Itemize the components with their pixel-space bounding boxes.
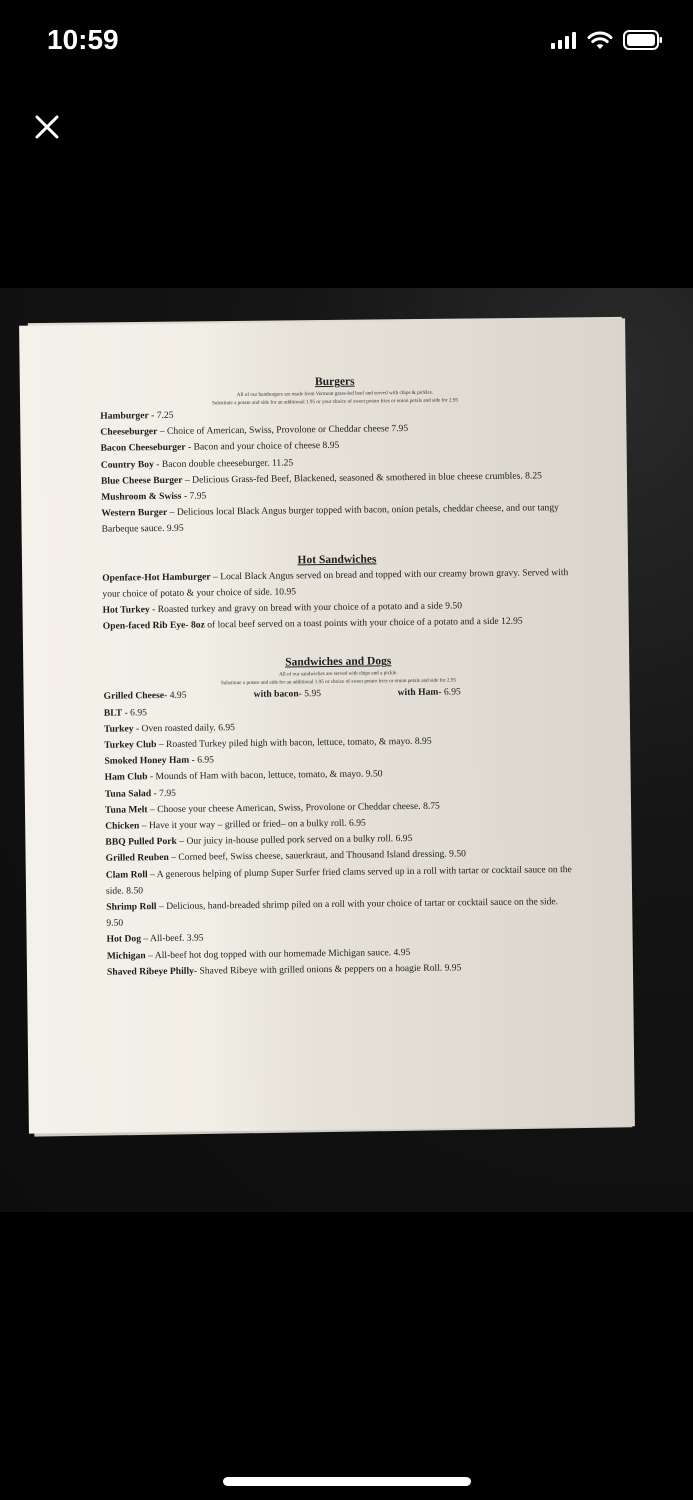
item-name: Clam Roll: [105, 868, 148, 881]
close-icon: [30, 110, 64, 144]
item-text: – Roasted Turkey piled high with bacon, lettuce, tomato, & mayo. 8.95: [156, 735, 432, 751]
item-text: - Mounds of Ham with bacon, lettuce, tomato, & mayo. 9.50: [147, 768, 383, 783]
item-text: – Delicious local Black Angus burger topped with bacon, onion petals, cheddar cheese, and our tangy Barbeque sauce. 9.95: [101, 502, 559, 536]
item-name: Tuna Melt: [104, 804, 148, 816]
burgers-note-2: Substitute a potato and side for an additional 1.95 or your choice of sweet potato fries or onion petals and side for 2.95: [211, 397, 459, 407]
item-text: – Our juicy in-house pulled pork served on a bulky roll. 6.95: [176, 833, 413, 848]
item-text: - 7.95: [181, 490, 207, 502]
item-name: Chicken: [105, 820, 140, 832]
item-name: Blue Cheese Burger: [100, 474, 183, 487]
wifi-icon: [587, 31, 613, 50]
item-text: of local beef served on a toast points with your choice of a potato and a side 12.95: [204, 615, 523, 631]
item-text: – Choose your cheese American, Swiss, Provolone or Cheddar cheese. 8.75: [147, 800, 440, 816]
item-text: - 7.25: [148, 409, 174, 422]
item-name: BBQ Pulled Pork: [105, 836, 177, 848]
grilled-cheese: [104, 687, 254, 705]
item-name: Bacon Cheeseburger: [100, 442, 186, 455]
item-name: Hamburger: [100, 410, 149, 422]
status-icons: [551, 30, 663, 50]
item-name: Grilled Cheese: [103, 690, 165, 703]
item-name: Hot Dog: [106, 933, 142, 946]
menu-content: [100, 371, 577, 981]
item-name: Cheeseburger: [100, 426, 158, 438]
item-name: Shaved Ribeye Philly: [106, 965, 194, 978]
cellular-signal-icon: [551, 31, 577, 49]
menu-page: [19, 318, 635, 1133]
sandwiches-title: Sandwiches and Dogs: [285, 655, 392, 669]
item-text: – Have it your way – grilled or fried– on a bulky roll. 6.95: [139, 817, 366, 832]
item-name: Country Boy: [100, 458, 154, 471]
item-text: - Shaved Ribeye with grilled onions & peppers on a hoagie Roll. 9.95: [193, 962, 462, 977]
sandwiches-note-2: Substitute a potato and side for an additional 1.95 or choice of sweet potato fries or onion petals and side for 2.95: [220, 677, 457, 687]
item-name: Western Burger: [101, 507, 168, 519]
item-text: - 7.95: [151, 787, 176, 799]
status-time: 10:59: [47, 24, 119, 55]
close-button[interactable]: [30, 110, 64, 144]
burgers-title: Burgers: [314, 375, 355, 389]
item-name: Hot Turkey: [102, 604, 150, 616]
grilled-cheese-ham: [398, 685, 461, 702]
item-text: – Delicious Grass-fed Beef, Blackened, seasoned & smothered in blue cheese crumbles. 8.25: [182, 470, 542, 486]
item-text: – Corned beef, Swiss cheese, sauerkraut, and Thousand Island dressing. 9.50: [168, 848, 466, 864]
item-name: Smoked Honey Ham: [104, 754, 190, 767]
item-text: - 4.95: [164, 690, 187, 702]
grilled-cheese-bacon: [254, 686, 398, 704]
item-name: Open-faced Rib Eye- 8oz: [102, 619, 205, 632]
item-text: - 6.95: [122, 706, 147, 719]
item-name: Mushroom & Swiss: [101, 490, 182, 503]
item-text: – All-beef hot dog topped with our homemade Michigan sauce. 4.95: [145, 946, 411, 961]
burgers-note-1: All of our hamburgers are made from Vermont grass-fed beef and served with chips & pickles.: [236, 389, 434, 399]
status-bar: [0, 0, 693, 84]
item-name: Tuna Salad: [104, 787, 152, 800]
sandwiches-note-1: All of our sandwiches are served with chips and a pickle.: [279, 670, 398, 679]
item-text: - Bacon and your choice of cheese 8.95: [185, 440, 340, 454]
hot-sandwiches-title: Hot Sandwiches: [297, 553, 377, 566]
item-text: – Local Black Angus served on bread and topped with our creamy brown gravy. Served with your choice of potato & your choice of side. 10.95: [102, 566, 569, 600]
home-indicator[interactable]: [223, 1477, 471, 1486]
item-name: Michigan: [106, 949, 146, 962]
item-text: – All-beef. 3.95: [140, 933, 204, 945]
item-text: - 5.95: [298, 688, 322, 700]
item-text: – A generous helping of plump Super Surfer fried clams served up in a roll with tartar or cocktail sauce on the side. 8.50: [105, 863, 572, 897]
item-name: Openface-Hot Hamburger: [102, 571, 211, 584]
item-name: Ham Club: [104, 771, 148, 784]
item-name: with Ham: [397, 687, 439, 699]
item-text: - Oven roasted daily. 6.95: [133, 721, 236, 735]
item-text: – Delicious, hand-breaded shrimp piled on a roll with your choice of tartar or cocktail sauce on the side. 9.50: [106, 896, 559, 929]
battery-icon: [623, 30, 663, 50]
menu-photo[interactable]: [0, 288, 693, 1212]
item-text: - Roasted turkey and gravy on bread with your choice of a potato and a side 9.50: [149, 600, 463, 616]
item-text: - 6.95: [438, 686, 461, 699]
item-name: Turkey: [103, 723, 134, 735]
item-name: Grilled Reuben: [105, 852, 169, 865]
item-text: – Choice of American, Swiss, Provolone or Cheddar cheese 7.95: [157, 423, 409, 438]
item-name: Turkey Club: [104, 739, 157, 751]
item-name: BLT: [103, 707, 123, 719]
item-name: Shrimp Roll: [106, 901, 157, 913]
item-text: - Bacon double cheeseburger. 11.25: [153, 457, 294, 470]
item-text: - 6.95: [189, 754, 215, 766]
item-name: with bacon: [253, 688, 299, 701]
